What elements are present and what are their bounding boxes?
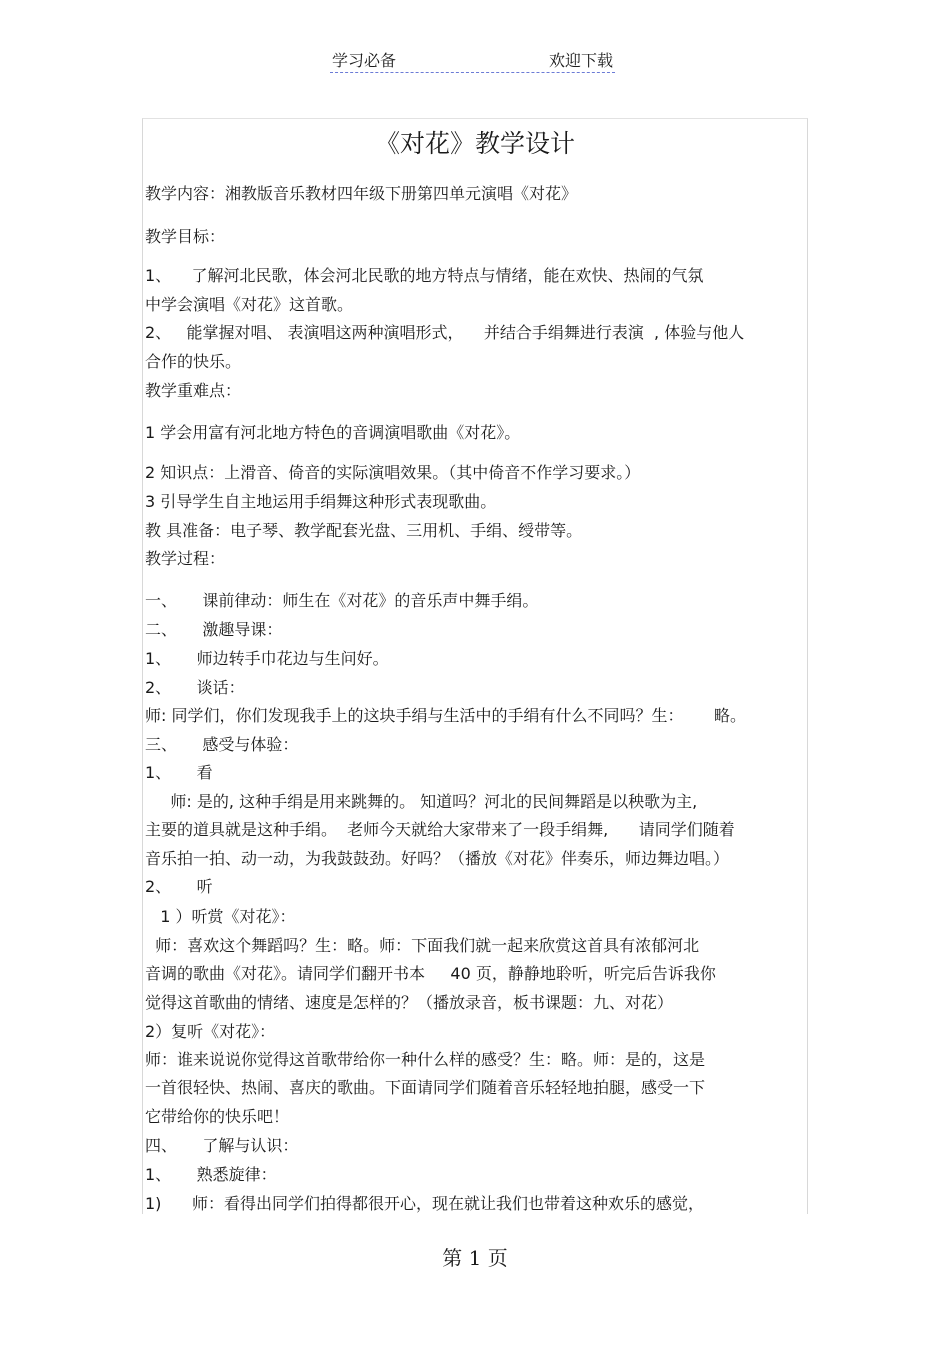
body-line: 2 知识点：上滑音、倚音的实际演唱效果。（其中倚音不作学习要求。）: [145, 463, 641, 482]
body-line: 中学会演唱《对花》这首歌。: [145, 295, 354, 314]
body-line: 教 具准备：电子琴、教学配套光盘、三用机、手绢、绶带等。: [145, 521, 583, 540]
body-line: 2）复听《对花》：: [145, 1022, 276, 1041]
body-line: 2、 听: [145, 877, 213, 896]
body-line: 1 学会用富有河北地方特色的音调演唱歌曲《对花》。: [145, 423, 521, 442]
document-title: 《对花》教学设计: [374, 129, 575, 158]
body-line: 1) 师：看得出同学们拍得都很开心，现在就让我们也带着这种欢乐的感觉，: [145, 1194, 704, 1213]
body-line: 合作的快乐。: [145, 352, 242, 371]
header-left-text: 学习必备: [332, 51, 397, 70]
body-line: 教学过程：: [145, 549, 226, 568]
body-line: 1、 了解河北民歌，体会河北民歌的地方特点与情绪，能在欢快、热闹的气氛: [145, 266, 704, 285]
body-line: 师：谁来说说你觉得这首歌带给你一种什么样的感受？生：略。师：是的，这是: [145, 1050, 706, 1069]
body-line: 音乐拍一拍、动一动，为我鼓鼓劲。好吗？（播放《对花》伴奏乐，师边舞边唱。）: [145, 849, 730, 868]
body-line: 三、 感受与体验：: [145, 735, 299, 754]
body-line: 1 ）听赏《对花》：: [145, 907, 296, 926]
body-line: 师: 同学们，你们发现我手上的这块手绢与生活中的手绢有什么不同吗？生： 略。: [145, 706, 746, 725]
body-line: 它带给你的快乐吧！: [145, 1107, 290, 1126]
body-line: 音调的歌曲《对花》。请同学们翻开书本 40 页，静静地聆听，听完后告诉我你: [145, 964, 716, 983]
body-line: 师: 是的, 这种手绢是用来跳舞的。 知道吗？河北的民间舞蹈是以秧歌为主,: [145, 792, 698, 811]
body-line: 1、 熟悉旋律：: [145, 1165, 277, 1184]
body-line: 2、 谈话：: [145, 678, 245, 697]
header-right-text: 欢迎下载: [548, 51, 613, 70]
body-line: 1、 师边转手巾花边与生问好。: [145, 649, 389, 668]
body-line: 师：喜欢这个舞蹈吗？生：略。师：下面我们就一起来欣赏这首具有浓郁河北: [145, 936, 700, 955]
body-line: 觉得这首歌曲的情绪、速度是怎样的？（播放录音，板书课题：九、对花）: [145, 993, 674, 1012]
body-line: 一首很轻快、热闹、喜庆的歌曲。下面请同学们随着音乐轻轻地拍腿，感受一下: [145, 1078, 706, 1097]
body-line: 四、 了解与认识：: [145, 1136, 299, 1155]
body-line: 一、 课前律动：师生在《对花》的音乐声中舞手绢。: [145, 591, 539, 610]
body-line: 教学内容：湘教版音乐教材四年级下册第四单元演唱《对花》: [145, 184, 578, 203]
page-header: [330, 48, 615, 73]
body-line: 3 引导学生自主地运用手绢舞这种形式表现歌曲。: [145, 492, 497, 511]
body-line: 2、 能掌握对唱、 表演唱这两种演唱形式， 并结合手绢舞进行表演 , 体验与他人: [145, 323, 745, 342]
page-number: 第 1 页: [442, 1246, 508, 1270]
body-line: 1、 看: [145, 763, 213, 782]
body-line: 主要的道具就是这种手绢。 老师今天就给大家带来了一段手绢舞, 请同学们随着: [145, 820, 735, 839]
body-line: 教学目标：: [145, 227, 226, 246]
body-line: 二、 激趣导课：: [145, 620, 283, 639]
body-line: 教学重难点：: [145, 381, 242, 400]
